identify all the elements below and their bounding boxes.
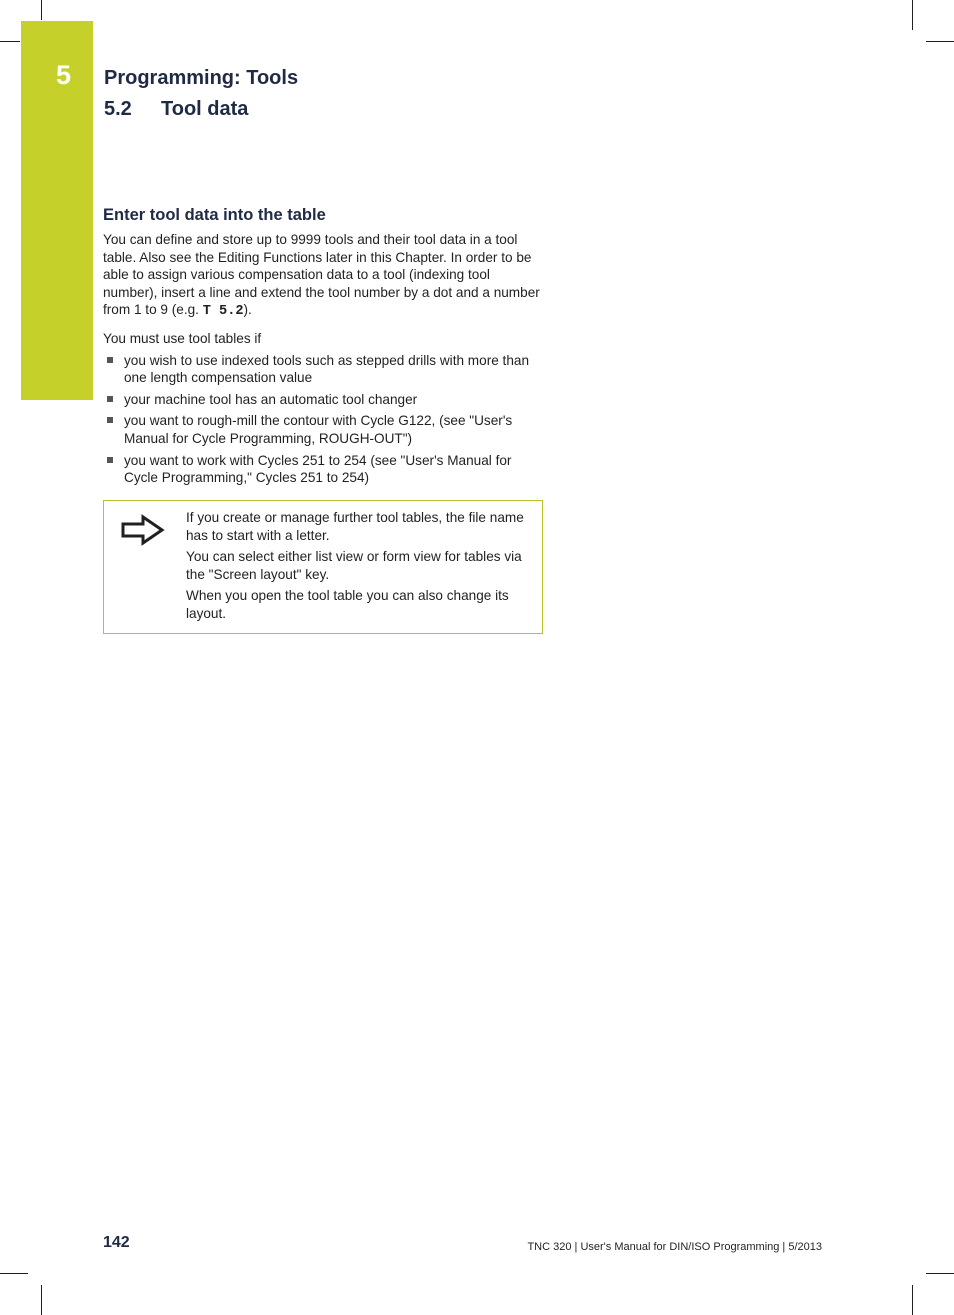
section-heading — [104, 98, 248, 121]
requirements-intro: You must use tool tables if — [103, 330, 262, 346]
list-item-text: your machine tool has an automatic tool changer — [124, 391, 418, 407]
chapter-title: Programming: Tools — [104, 67, 299, 89]
crop-mark — [0, 1273, 28, 1274]
note-line: You can select either list view or form view for tables via the "Screen layout" key. — [186, 549, 522, 582]
chapter-number: 5 — [56, 60, 72, 90]
crop-mark — [926, 41, 954, 42]
list-item — [103, 391, 543, 409]
subsection-heading: Enter tool data into the table — [103, 206, 326, 224]
main-content — [103, 205, 543, 491]
note-line: If you create or manage further tool tables, the file name has to start with a letter. — [186, 510, 524, 543]
crop-mark — [0, 41, 20, 42]
section-title: Tool data — [161, 98, 249, 120]
footer-text: TNC 320 | User's Manual for DIN/ISO Programming | 5/2013 — [527, 1241, 822, 1253]
requirements-list — [103, 352, 543, 487]
list-item-text: you wish to use indexed tools such as stepped drills with more than one length compensation value — [124, 352, 530, 386]
crop-mark — [926, 1273, 954, 1274]
bullet-icon — [107, 417, 113, 423]
intro-text-end: ). — [243, 302, 252, 318]
crop-mark — [912, 1285, 913, 1315]
crop-mark — [912, 0, 913, 30]
list-item — [103, 352, 543, 387]
bullet-icon — [107, 457, 113, 463]
page-number: 142 — [103, 1234, 130, 1251]
list-item-text: you want to rough-mill the contour with Cycle G122, (see "User's Manual for Cycle Programming, ROUGH-OUT") — [124, 413, 513, 446]
note-text — [186, 509, 536, 627]
note-line: When you open the tool table you can also change its layout. — [186, 588, 509, 621]
intro-paragraph — [103, 231, 543, 321]
list-item — [103, 412, 543, 447]
crop-mark — [41, 0, 42, 20]
note-box — [103, 500, 543, 634]
intro-text: You can define and store up to 9999 tools and their tool data in a tool table. Also see the Editing Functions later in this Chapter. In order to be able to assign various compensation data to a tool (indexing tool number), insert a line and extend the tool number by a dot and a number from 1 to 9 (e.g. — [103, 232, 540, 318]
crop-mark — [41, 1285, 42, 1315]
bullet-icon — [107, 396, 113, 402]
section-number: 5.2 — [104, 98, 132, 120]
bullet-icon — [107, 357, 113, 363]
arrow-right-icon — [121, 514, 165, 551]
list-item — [103, 452, 543, 487]
code-example: T 5.2 — [202, 304, 244, 320]
list-item-text: you want to work with Cycles 251 to 254 (see "User's Manual for Cycle Programming," Cycles 251 to 254) — [124, 452, 512, 486]
